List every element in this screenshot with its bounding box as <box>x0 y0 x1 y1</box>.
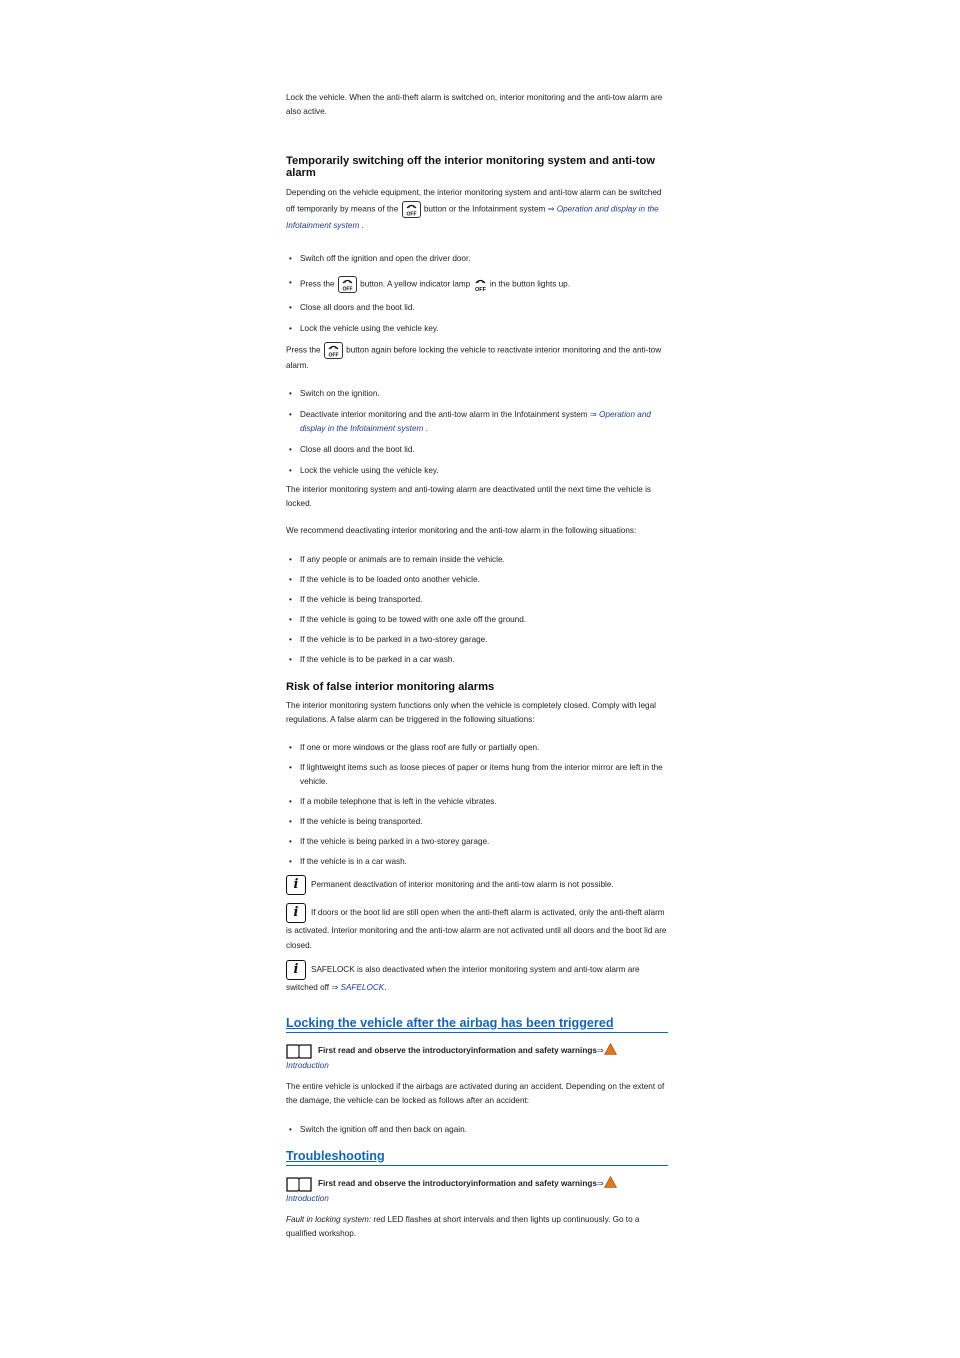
list-item: • Switch on the ignition. <box>286 387 668 401</box>
info-note-icon: i <box>286 875 306 895</box>
svg-text:OFF: OFF <box>328 352 339 358</box>
sec1-paragraph-2: Press the OFF button again before locking the vehicle to reactivate interior monitoring and the anti-tow alarm. <box>286 342 668 373</box>
sec1-steps-b <box>286 387 668 478</box>
list-item: • Lock the vehicle using the vehicle key. <box>286 464 668 478</box>
list-item: • If lightweight items such as loose pieces of paper or items hung from the interior mirror are left in the vehicle. <box>286 761 668 789</box>
list-item: • Close all doors and the boot lid. <box>286 443 668 457</box>
sec2-paragraph-1: The interior monitoring system functions only when the vehicle is completely closed. Comply with legal regulations. A false alarm can be triggered in the following situations: <box>286 701 656 724</box>
list-item: • Close all doors and the boot lid. <box>286 301 668 315</box>
sec3-paragraph-1: The entire vehicle is unlocked if the airbags are activated during an accident. Depending on the extent of the damage, the vehicle can be locked as follows after an accident: <box>286 1082 665 1105</box>
section-title-temporary-switch-off: Temporarily switching off the interior monitoring system and anti-tow alarm <box>286 155 656 179</box>
list-item: • If the vehicle is to be parked in a two-storey garage. <box>286 633 668 647</box>
list-item: • Lock the vehicle using the vehicle key. <box>286 322 668 336</box>
list-item: • Press the OFF button. A yellow indicator lamp OFF in the button lights up. <box>286 276 668 293</box>
list-item: • If the vehicle is being parked in a two-storey garage. <box>286 835 668 849</box>
sec1-paragraph-1: Depending on the vehicle equipment, the interior monitoring system and anti-tow alarm can be switched off temporarily by means of the OFF button or the Infotainment system ⇒ Operation and display in the Infotainment system . <box>286 188 662 230</box>
sec4-fault-paragraph: Fault in locking system: red LED flashes at short intervals and then lights up continuously. Go to a qualified workshop. <box>286 1215 640 1238</box>
list-item: • If any people or animals are to remain inside the vehicle. <box>286 553 668 567</box>
list-item: • If the vehicle is being transported. <box>286 593 668 607</box>
sec1-steps-a <box>286 252 668 336</box>
list-item: • If the vehicle is being transported. <box>286 815 668 829</box>
intro-paragraph: Lock the vehicle. When the anti-theft alarm is switched on, interior monitoring and the anti-tow alarm are also active. <box>286 93 663 116</box>
sec3-safety-notice: First read and observe the introductoryinformation and safety warnings⇒ Introduction <box>286 1043 668 1073</box>
warning-triangle-icon[interactable] <box>604 1176 617 1188</box>
sec1-paragraph-4: We recommend deactivating interior monitoring and the anti-tow alarm in the following situations: <box>286 526 637 535</box>
list-item: • Switch the ignition off and then back on again. <box>286 1123 668 1137</box>
sec4-safety-notice: First read and observe the introductoryinformation and safety warnings⇒ Introduction <box>286 1176 668 1206</box>
alarm-off-icon <box>338 276 357 293</box>
alarm-off-lamp-icon <box>473 278 488 292</box>
manual-page <box>286 86 668 1241</box>
svg-text:OFF: OFF <box>342 286 353 292</box>
info-note-icon: i <box>286 903 306 923</box>
open-book-icon <box>286 1176 312 1192</box>
warning-triangle-icon[interactable] <box>604 1043 617 1055</box>
info-note-icon: i <box>286 960 306 980</box>
link-operation-display-infotainment[interactable]: ⇒ Operation and display in the Infotainment system <box>286 204 659 230</box>
list-item: • If the vehicle is to be parked in a car wash. <box>286 653 668 667</box>
open-book-icon <box>286 1043 312 1059</box>
sec1-situations-list <box>286 553 668 667</box>
list-item: • Switch off the ignition and open the driver door. <box>286 252 668 266</box>
sec3-steps <box>286 1123 668 1137</box>
link-operation-display-infotainment[interactable]: ⇒ Operation and display in the Infotainment system <box>300 410 651 433</box>
link-safelock[interactable]: ⇒ SAFELOCK <box>331 983 385 992</box>
list-item: • Deactivate interior monitoring and the anti-tow alarm in the Infotainment system ⇒ Operation and display in the Infotainment system . <box>286 408 668 436</box>
alarm-off-icon <box>402 201 421 218</box>
list-item: • If the vehicle is going to be towed with one axle off the ground. <box>286 613 668 627</box>
section-title-airbag-locking: Locking the vehicle after the airbag has been triggered <box>286 1016 668 1033</box>
svg-text:OFF: OFF <box>406 211 417 217</box>
section-title-false-alarms: Risk of false interior monitoring alarms <box>286 681 495 693</box>
sec2-false-alarm-list <box>286 741 668 869</box>
sec1-paragraph-3: The interior monitoring system and anti-towing alarm are deactivated until the next time the vehicle is locked. <box>286 485 651 508</box>
note-1: i Permanent deactivation of interior monitoring and the anti-tow alarm is not possible. <box>286 875 668 895</box>
list-item: • If a mobile telephone that is left in the vehicle vibrates. <box>286 795 668 809</box>
list-item: • If the vehicle is to be loaded onto another vehicle. <box>286 573 668 587</box>
link-introduction[interactable]: Introduction <box>286 1061 329 1070</box>
note-3: i SAFELOCK is also deactivated when the interior monitoring system and anti-tow alarm are switched off ⇒ SAFELOCK. <box>286 962 640 992</box>
list-item: • If one or more windows or the glass roof are fully or partially open. <box>286 741 668 755</box>
section-title-troubleshooting: Troubleshooting <box>286 1149 668 1166</box>
link-introduction[interactable]: Introduction <box>286 1194 329 1203</box>
svg-text:OFF: OFF <box>474 286 486 292</box>
fault-label: Fault in locking system: <box>286 1215 372 1224</box>
alarm-off-icon <box>324 342 343 359</box>
list-item: • If the vehicle is in a car wash. <box>286 855 668 869</box>
note-2: i If doors or the boot lid are still open when the anti-theft alarm is activated, only the anti-theft alarm is activated. Interior monitoring and the anti-tow alarm are not activated until all doors and the boot lid are closed. <box>286 905 667 950</box>
